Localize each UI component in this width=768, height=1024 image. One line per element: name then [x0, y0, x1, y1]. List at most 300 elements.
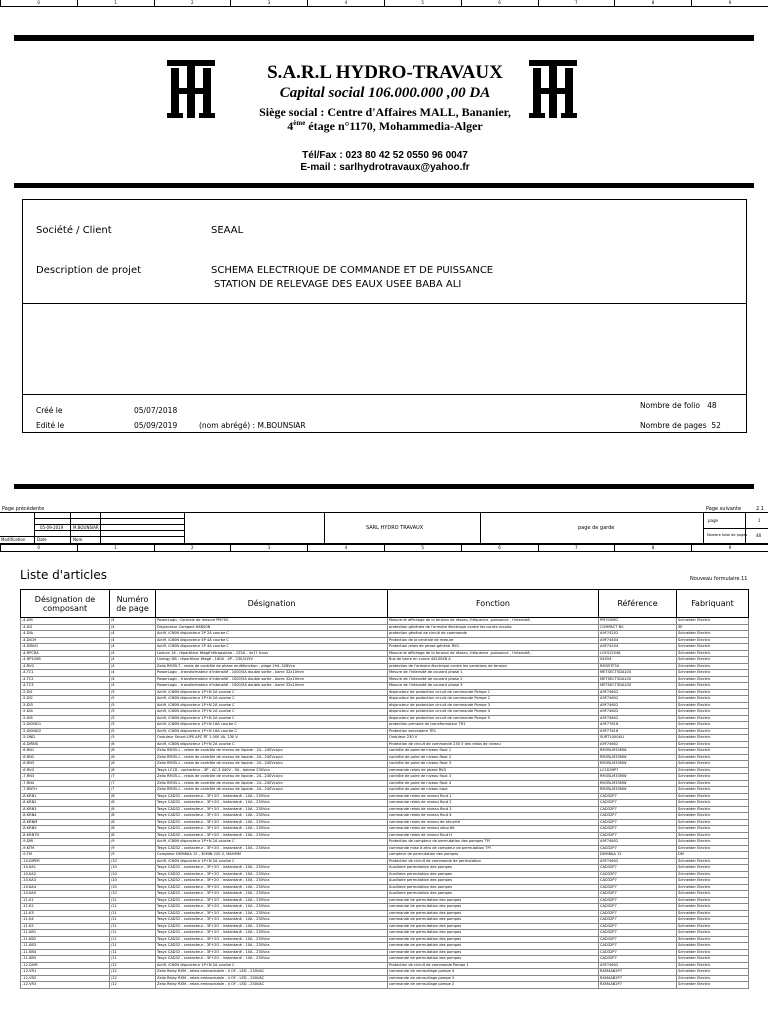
- table-cell: DHM8AA 12: [599, 852, 677, 859]
- page-label: page: [708, 518, 718, 523]
- ruler-number: 2: [191, 545, 194, 550]
- table-cell: /7: [110, 780, 156, 787]
- table-cell: Schneider Electric: [677, 982, 749, 989]
- table-cell: -11.KB3: [21, 943, 110, 950]
- table-cell: Tesys CAD32 - contacteur - 3F+2O - instantané - 10A - 230Vca: [156, 910, 388, 917]
- table-cell: /6: [110, 748, 156, 755]
- table-cell: commande de verrouillage pompe 5: [388, 975, 599, 982]
- prev-page-label: Page précédente: [2, 506, 45, 512]
- description-line-1: SCHEMA ELECTRIQUE DE COMMANDE ET DE PUISSANCE: [211, 265, 494, 276]
- table-cell: commande de permutation des pompes: [388, 910, 599, 917]
- table-cell: CAD32P7: [599, 956, 677, 963]
- revision-date: 05-09-2019: [40, 525, 64, 530]
- table-cell: -10.KA1: [21, 865, 110, 872]
- table-cell: RM35LM33MW: [599, 774, 677, 781]
- table-cell: commande relais de niveau flout 2: [388, 800, 599, 807]
- table-cell: Schneider Electric: [677, 826, 749, 833]
- table-cell: Mesure de l'intensité de courant phase 2: [388, 676, 599, 683]
- table-cell: /8: [110, 800, 156, 807]
- table-cell: A9F74602: [599, 689, 677, 696]
- divider: [23, 394, 746, 395]
- table-cell: Auxiliaire permutation des pompes: [388, 878, 599, 885]
- table-cell: -12.DIVR: [21, 962, 110, 969]
- table-cell: -10.DIPER: [21, 858, 110, 865]
- table-cell: Schneider Electric: [677, 702, 749, 709]
- table-cell: /12: [110, 962, 156, 969]
- table-cell: -6.RN2: [21, 754, 110, 761]
- table-cell: Schneider Electric: [677, 930, 749, 937]
- table-cell: /8: [110, 826, 156, 833]
- company-capital: Capital social 106.000.000 ,00 DA: [279, 85, 491, 101]
- table-cell: contrôle de poire de niveau flout 4: [388, 780, 599, 787]
- table-cell: commande de permutation des pompes: [388, 943, 599, 950]
- table-cell: Zelio RM35-L - relais de contrôle de niveau de liquide - 24...240Vca/cc: [156, 761, 388, 768]
- table-cell: /6: [110, 754, 156, 761]
- table-cell: -10.KA2: [21, 871, 110, 878]
- table-cell: Schneider Electric: [677, 910, 749, 917]
- table-cell: -8.KRNS: [21, 826, 110, 833]
- table-cell: /4: [110, 663, 156, 670]
- table-cell: /11: [110, 949, 156, 956]
- table-cell: Protection de circuit de commande Pompe 1: [388, 962, 599, 969]
- table-cell: Schneider Electric: [677, 728, 749, 735]
- ruler-number: 2: [191, 0, 194, 5]
- table-cell: Acti9, iC60N disjoncteur 1P+N 16A courbe C: [156, 728, 388, 735]
- table-cell: /11: [110, 904, 156, 911]
- ruler-tick: [384, 0, 385, 6]
- table-cell: Schneider Electric: [677, 637, 749, 644]
- table-cell: Schneider Electric: [677, 936, 749, 943]
- table-cell: Acti9, iC60N disjoncteur 1P+N 2A courbe C: [156, 962, 388, 969]
- table-cell: Schneider Electric: [677, 735, 749, 742]
- table-cell: -7.RN4: [21, 780, 110, 787]
- table-cell: /11: [110, 917, 156, 924]
- edited-label: Edité le: [36, 421, 65, 430]
- table-cell: commande de verrouillage pompe 4: [388, 969, 599, 976]
- table-cell: /11: [110, 936, 156, 943]
- table-cell: Schneider Electric: [677, 676, 749, 683]
- table-cell: Schneider Electric: [677, 741, 749, 748]
- table-cell: commande de verrouillage pompe 2: [388, 982, 599, 989]
- table-cell: Acti9, iC60N disjoncteur 1P+N 2A courbe C: [156, 715, 388, 722]
- cartouche-page-title: page de garde: [578, 525, 615, 531]
- table-cell: PowerLogic - transformateur d'intensité - 1000/5A double sortie - barre 32x10mm: [156, 670, 388, 677]
- column-header: Fabriquant: [677, 590, 749, 618]
- table-cell: -11.K3: [21, 910, 110, 917]
- table-cell: /10: [110, 871, 156, 878]
- table-cell: COMPACT NS: [599, 624, 677, 631]
- table-cell: Acti9, iC60N disjoncteur 1P+N 2A courbe C: [156, 858, 388, 865]
- description-label: Description de projet: [36, 265, 142, 276]
- table-cell: CAD32P7: [599, 910, 677, 917]
- table-cell: /10: [110, 884, 156, 891]
- table-cell: Schneider Electric: [677, 806, 749, 813]
- table-cell: -8.KRN3: [21, 806, 110, 813]
- table-cell: -4.RPCRA: [21, 650, 110, 657]
- table-cell: Acti9, iC60N disjoncteur 2P 4A courbe C: [156, 644, 388, 651]
- table-cell: protection de l'armoire électrique contre les variations de tension: [388, 663, 599, 670]
- table-cell: CAD32P7: [599, 832, 677, 839]
- table-cell: Tesys CAD32 - contacteur - 3F+2O - instantané - 10A - 230Vca: [156, 930, 388, 937]
- table-cell: Acti9, iC60N disjoncteur 1P+N 2A courbe C: [156, 696, 388, 703]
- company-email: E-mail : sarlhydrotravaux@yahoo.fr: [300, 162, 470, 173]
- table-cell: Schneider Electric: [677, 689, 749, 696]
- table-cell: Schneider Electric: [677, 858, 749, 865]
- table-cell: commande de permutation des pompes: [388, 956, 599, 963]
- ruler-tick: [154, 0, 155, 6]
- table-cell: CAD32P7: [599, 884, 677, 891]
- table-cell: -9.DIR: [21, 839, 110, 846]
- table-cell: Onduleur Smart-UPS APC RT 1 000 VA, 230 V: [156, 735, 388, 742]
- table-cell: A9F74202: [599, 631, 677, 638]
- table-cell: disjoncteur de protection circuit de commande Pompe 1: [388, 689, 599, 696]
- table-cell: Schneider Electric: [677, 839, 749, 846]
- table-cell: -5.DI3: [21, 702, 110, 709]
- table-cell: /10: [110, 858, 156, 865]
- table-cell: /5: [110, 715, 156, 722]
- table-cell: A9F74602: [599, 715, 677, 722]
- ruler-tick: [691, 0, 692, 6]
- table-cell: -11.KB2: [21, 936, 110, 943]
- table-cell: -11.KB4: [21, 949, 110, 956]
- folio-count: Nombre de folio 48: [640, 401, 717, 410]
- table-cell: Schneider Electric: [677, 715, 749, 722]
- table-cell: Tesys CAD32 - contacteur - 3F+2O - instantané - 10A - 230Vca: [156, 806, 388, 813]
- table-cell: Schneider Electric: [677, 969, 749, 976]
- table-cell: Acti9, iC60N disjoncteur 1P+N 2A courbe C: [156, 741, 388, 748]
- table-cell: commande de permutation des pompes: [388, 904, 599, 911]
- client-value: SEAAL: [211, 225, 244, 236]
- ruler-number: 7: [575, 0, 578, 5]
- section-rule: [14, 484, 754, 489]
- table-row: [21, 982, 749, 989]
- table-cell: Tesys CAD32 - contacteur - 3F+2O - instantané - 10A - 230Vca: [156, 878, 388, 885]
- ruler-number: 6: [498, 545, 501, 550]
- table-cell: Zelio Relay RXM - relais embrochable - 4 OF - LED - 230VAC: [156, 975, 388, 982]
- table-cell: PowerLogic - transformateur d'intensité - 1000/5A double sortie - barre 32x10mm: [156, 676, 388, 683]
- table-cell: /8: [110, 819, 156, 826]
- company-phone: Tél/Fax : 023 80 42 52 0550 96 0047: [302, 150, 468, 161]
- project-info-box: [22, 199, 747, 433]
- table-cell: -4.TC3: [21, 683, 110, 690]
- table-cell: /4: [110, 624, 156, 631]
- ruler-tick: [77, 0, 78, 6]
- table-cell: Schneider Electric: [677, 962, 749, 969]
- table-cell: commande mise à zéro de compteur de permutation TPI: [388, 845, 599, 852]
- ruler-number: 7: [575, 545, 578, 550]
- table-cell: Tesys CAD32 - contacteur - 3F+2O - instantané - 10A - 230Vca: [156, 813, 388, 820]
- article-list-title: Liste d'articles: [20, 568, 107, 582]
- company-name: S.A.R.L HYDRO-TRAVAUX: [267, 62, 503, 83]
- total-pages-value: 48: [756, 533, 762, 538]
- table-cell: /4: [110, 670, 156, 677]
- table-cell: Schneider Electric: [677, 923, 749, 930]
- page-value: 1: [758, 518, 761, 523]
- letterhead-bottom-rule: [14, 183, 754, 188]
- table-cell: RM35LM33MW: [599, 748, 677, 755]
- table-cell: commande relais de niveau de sécurité: [388, 819, 599, 826]
- next-page-value: 2.1: [756, 506, 764, 512]
- table-cell: /9: [110, 852, 156, 859]
- ruler-number: 3: [267, 545, 271, 550]
- table-cell: -8.KRN1: [21, 793, 110, 800]
- table-cell: /5: [110, 689, 156, 696]
- table-cell: Protection de circuit de commande de permutation: [388, 858, 599, 865]
- ruler-tick: [230, 545, 231, 551]
- table-cell: commande de permutation des pompes: [388, 936, 599, 943]
- table-cell: CAD32P7: [599, 936, 677, 943]
- table-cell: Schneider Electric: [677, 644, 749, 651]
- table-cell: contrôle de poire de niveau flout 3: [388, 761, 599, 768]
- table-cell: /5: [110, 728, 156, 735]
- table-cell: CAD32P7: [599, 871, 677, 878]
- divider: [23, 303, 746, 304]
- table-cell: Tesys CAD32 - contacteur - 3F+2O - instantané - 10A - 230Vca: [156, 923, 388, 930]
- ruler-number: 4: [344, 545, 348, 550]
- table-cell: -4.DICM: [21, 637, 110, 644]
- table-cell: -4.DM: [21, 618, 110, 625]
- ruler-tick: [0, 545, 1, 551]
- table-cell: /5: [110, 709, 156, 716]
- table-cell: -6.RN3: [21, 761, 110, 768]
- table-cell: /6: [110, 767, 156, 774]
- table-cell: contrôle de poire de niveau flout 2: [388, 754, 599, 761]
- table-cell: /4: [110, 637, 156, 644]
- table-cell: A9F74602: [599, 962, 677, 969]
- table-cell: Auxiliaire permutation des pompes: [388, 891, 599, 898]
- table-cell: -5.DI4: [21, 709, 110, 716]
- table-cell: Tesys CAD32 - contacteur - 3F+2O - instantané - 10A - 230Vca: [156, 943, 388, 950]
- table-cell: Schneider Electric: [677, 845, 749, 852]
- table-cell: -11.K5: [21, 923, 110, 930]
- table-cell: /4: [110, 676, 156, 683]
- table-cell: A9F74602: [599, 741, 677, 748]
- table-cell: commande de permutation des pompes: [388, 949, 599, 956]
- table-cell: -11.K1: [21, 897, 110, 904]
- table-cell: Auxiliaire permutation des pompes: [388, 865, 599, 872]
- table-cell: Mesure et affichage de la tension de réseau ,fréquence ,puissance , l'intensité,: [388, 650, 599, 657]
- table-cell: -12.VR1: [21, 969, 110, 976]
- table-cell: contrôle de poire de niveau haut: [388, 787, 599, 794]
- table-cell: RM35TF30: [599, 663, 677, 670]
- table-cell: Tesys CAD32 - contacteur - 3F+2O - instantané - 10A - 230Vca: [156, 819, 388, 826]
- table-cell: Tesys CAD32 - contacteur - 3F+2O - instantané - 10A - 230Vca: [156, 793, 388, 800]
- table-cell: -6.RN1: [21, 748, 110, 755]
- ruler-number: 0: [37, 0, 40, 5]
- table-cell: /8: [110, 793, 156, 800]
- table-cell: /7: [110, 787, 156, 794]
- table-cell: Schneider Electric: [677, 884, 749, 891]
- table-cell: Protection de la centrale de mesure: [388, 637, 599, 644]
- table-cell: Tesys CAD32 - contacteur - 3F+2O - instantané - 10A - 230Vca: [156, 826, 388, 833]
- table-cell: Tesys CAD32 - contacteur - 3F+2O - instantané - 10A - 230Vca: [156, 949, 388, 956]
- table-cell: CAD32P7: [599, 943, 677, 950]
- table-cell: Schneider Electric: [677, 761, 749, 768]
- table-cell: /4: [110, 631, 156, 638]
- table-cell: Auxiliaire permutation des pompes: [388, 871, 599, 878]
- column-header: Désignation: [156, 590, 388, 618]
- name-label: Nom: [73, 537, 83, 542]
- table-cell: CAD32P7: [599, 917, 677, 924]
- table-cell: /5: [110, 722, 156, 729]
- table-cell: Tesys CAD32 - contacteur - 3F+2O - instantané - 10A - 230Vca: [156, 904, 388, 911]
- table-cell: Zelio RM35-T - relais de contrôle de phase multifonction - plage 194..528Vca: [156, 663, 388, 670]
- short-name: (nom abrégé) : M.BOUNSIAR: [199, 421, 306, 430]
- table-cell: Schneider Electric: [677, 943, 749, 950]
- table-cell: commande de permutation des pompes: [388, 930, 599, 937]
- table-cell: CAD32P7: [599, 819, 677, 826]
- table-cell: Zelio RM35-L - relais de contrôle de niveau de liquide - 24...240Vca/cc: [156, 774, 388, 781]
- table-cell: Mesure de l'intensité de courant phase 3: [388, 683, 599, 690]
- table-cell: A9F74602: [599, 858, 677, 865]
- ruler-tick: [0, 0, 1, 6]
- table-cell: /7: [110, 774, 156, 781]
- table-cell: Schneider Electric: [677, 657, 749, 664]
- table-cell: PowerLogic, Centrale de mesure PM700: [156, 618, 388, 625]
- table-cell: commande relais de niveau flout 4: [388, 813, 599, 820]
- table-cell: CAD32P7: [599, 930, 677, 937]
- table-cell: commande de permutation des pompes: [388, 917, 599, 924]
- table-cell: Schneider Electric: [677, 631, 749, 638]
- table-cell: METSECT5DA100: [599, 670, 677, 677]
- table-cell: -11.KB5: [21, 956, 110, 963]
- letterhead-top-rule: [14, 35, 754, 41]
- description-line-2: STATION DE RELEVAGE DES EAUX USEE BABA ALI: [214, 279, 462, 290]
- date-label: Date: [37, 537, 47, 542]
- table-cell: -11.K4: [21, 917, 110, 924]
- table-cell: /10: [110, 878, 156, 885]
- table-cell: Onduleur 230 V: [388, 735, 599, 742]
- table-cell: Schneider Electric: [677, 748, 749, 755]
- ruler-number: 9: [728, 545, 732, 550]
- table-cell: disjoncteur de protection circuit de commande Pompe 2: [388, 696, 599, 703]
- table-cell: Tesys CAD32 - contacteur - 3F+2O - instantané - 10A - 230Vca: [156, 936, 388, 943]
- table-cell: Acti9, iC60N disjoncteur 4P 4A courbe C: [156, 637, 388, 644]
- table-cell: -7.RN3: [21, 774, 110, 781]
- table-cell: Acti9, iC60N disjoncteur 1P+N 2A courbe C: [156, 689, 388, 696]
- table-cell: -12.VR3: [21, 982, 110, 989]
- table-cell: Schneider Electric: [677, 917, 749, 924]
- company-address-2: 4ème étage n°1170, Mohammedia-Alger: [287, 119, 483, 133]
- table-cell: Protection relais de phase général RVG: [388, 644, 599, 651]
- table-cell: -4.TC2: [21, 676, 110, 683]
- modification-label: Modification: [1, 537, 26, 542]
- table-cell: Schneider Electric: [677, 871, 749, 878]
- table-cell: /11: [110, 956, 156, 963]
- table-cell: Acti9, iC60N disjoncteur 1P+N 2A courbe C: [156, 702, 388, 709]
- table-cell: Tesys CAD32 - contacteur - 3F+2O - instantané - 10A - 230Vca: [156, 897, 388, 904]
- table-cell: -8.KRNTH: [21, 832, 110, 839]
- table-cell: protection générale de l'armoire électrique contre les courts circuits: [388, 624, 599, 631]
- table-cell: Tesys CAD32 - contacteur - 3F+2O - instantané - 10A - 230Vca: [156, 871, 388, 878]
- table-cell: Schneider Electric: [677, 722, 749, 729]
- table-cell: A9F74602: [599, 839, 677, 846]
- cartouche-company: SARL HYDRO TRAVAUX: [366, 525, 424, 531]
- table-cell: Auxiliaire permutation des pompes: [388, 884, 599, 891]
- table-cell: RXM4AB2P7: [599, 975, 677, 982]
- table-cell: 04054: [599, 657, 677, 664]
- table-cell: Tesys CAD32 - contacteur - 3F+2O - instantané - 10A - 230Vca: [156, 865, 388, 872]
- table-cell: CAD32P7: [599, 949, 677, 956]
- table-cell: commande relais de niveau flout 1: [388, 793, 599, 800]
- table-cell: /5: [110, 702, 156, 709]
- table-cell: contrôle de poire de niveau flout 1: [388, 748, 599, 755]
- table-cell: disjoncteur de protection circuit de commande Pompe 4: [388, 709, 599, 716]
- client-label: Société / Client: [36, 225, 112, 236]
- table-cell: Acti9, iC60N disjoncteur 1P+N 2A courbe C: [156, 839, 388, 846]
- table-cell: commande relais de niveau flout H: [388, 832, 599, 839]
- table-cell: -5.DI2: [21, 696, 110, 703]
- table-cell: /5: [110, 696, 156, 703]
- table-cell: Tesys CAD32 - contacteur - 3F+2O - instantané - 10A - 230Vca: [156, 832, 388, 839]
- table-cell: /11: [110, 923, 156, 930]
- table-cell: /12: [110, 982, 156, 989]
- table-cell: Schneider Electric: [677, 897, 749, 904]
- table-cell: A9F74602: [599, 696, 677, 703]
- table-cell: Zelio RM35-L - relais de contrôle de niveau de liquide - 24...240Vca/cc: [156, 780, 388, 787]
- table-cell: SE: [677, 624, 749, 631]
- next-page-label: Page suivante: [706, 506, 742, 512]
- table-cell: Zelio RM35-L - relais de contrôle de niveau de liquide - 24...240Vca/cc: [156, 787, 388, 794]
- table-cell: Tesys CAD32 - contacteur - 3F+2O - instantané - 10A - 230Vca: [156, 884, 388, 891]
- table-cell: -9.TM: [21, 852, 110, 859]
- table-cell: PowerLogic - transformateur d'intensité - 1000/5A double sortie - barre 32x10mm: [156, 683, 388, 690]
- ruler-tick: [461, 0, 462, 6]
- table-cell: RM35LM33MW: [599, 787, 677, 794]
- table-cell: /8: [110, 806, 156, 813]
- table-cell: -5.DI1: [21, 689, 110, 696]
- table-cell: Schneider Electric: [677, 800, 749, 807]
- table-cell: -12.VR2: [21, 975, 110, 982]
- table-cell: Mesure de l'intensité de courant phase 1: [388, 670, 599, 677]
- ruler-tick: [307, 545, 308, 551]
- table-cell: -7.RNTH: [21, 787, 110, 794]
- table-cell: commande relais de phase RVG: [388, 767, 599, 774]
- total-pages-label: Nombre total de pages: [707, 533, 748, 537]
- column-header: Référence: [599, 590, 677, 618]
- created-label: Créé le: [36, 406, 63, 415]
- table-cell: /12: [110, 969, 156, 976]
- table-cell: Schneider Electric: [677, 949, 749, 956]
- table-cell: -4.RP100B: [21, 657, 110, 664]
- table-cell: Schneider Electric: [677, 787, 749, 794]
- mid-ruler: [0, 544, 768, 552]
- table-cell: protection primaire de transformateur TR1: [388, 722, 599, 729]
- table-cell: CAD32P7: [599, 878, 677, 885]
- table-cell: A9F74204: [599, 644, 677, 651]
- table-cell: -6.RVG: [21, 767, 110, 774]
- table-cell: -10.KA5: [21, 891, 110, 898]
- table-cell: /9: [110, 839, 156, 846]
- table-cell: Protection de compteur de permutation des pompes TPI: [388, 839, 599, 846]
- table-cell: Protection secondaire TR1: [388, 728, 599, 735]
- table-cell: -8.KRN2: [21, 800, 110, 807]
- table-cell: Disjoncteur Compact NS800N: [156, 624, 388, 631]
- ruler-tick: [230, 0, 231, 6]
- ruler-tick: [691, 545, 692, 551]
- table-cell: Tesys CAD32 - contacteur - 3F+2O - instantané - 10A - 230Vca: [156, 956, 388, 963]
- table-cell: Schneider Electric: [677, 904, 749, 911]
- table-cell: /4: [110, 657, 156, 664]
- table-cell: Schneider Electric: [677, 767, 749, 774]
- table-cell: RM35LM33MW: [599, 780, 677, 787]
- table-cell: /10: [110, 865, 156, 872]
- table-cell: Tesys CAD32 - contacteur - 3F+2O - instantané - 10A - 230Vca: [156, 845, 388, 852]
- table-cell: Schneider Electric: [677, 878, 749, 885]
- table-cell: Bus de barre en cuivre 4X100X8 A: [388, 657, 599, 664]
- table-cell: Tesys CAD32 - contacteur - 3F+2O - instantané - 10A - 230Vca: [156, 917, 388, 924]
- table-cell: /10: [110, 891, 156, 898]
